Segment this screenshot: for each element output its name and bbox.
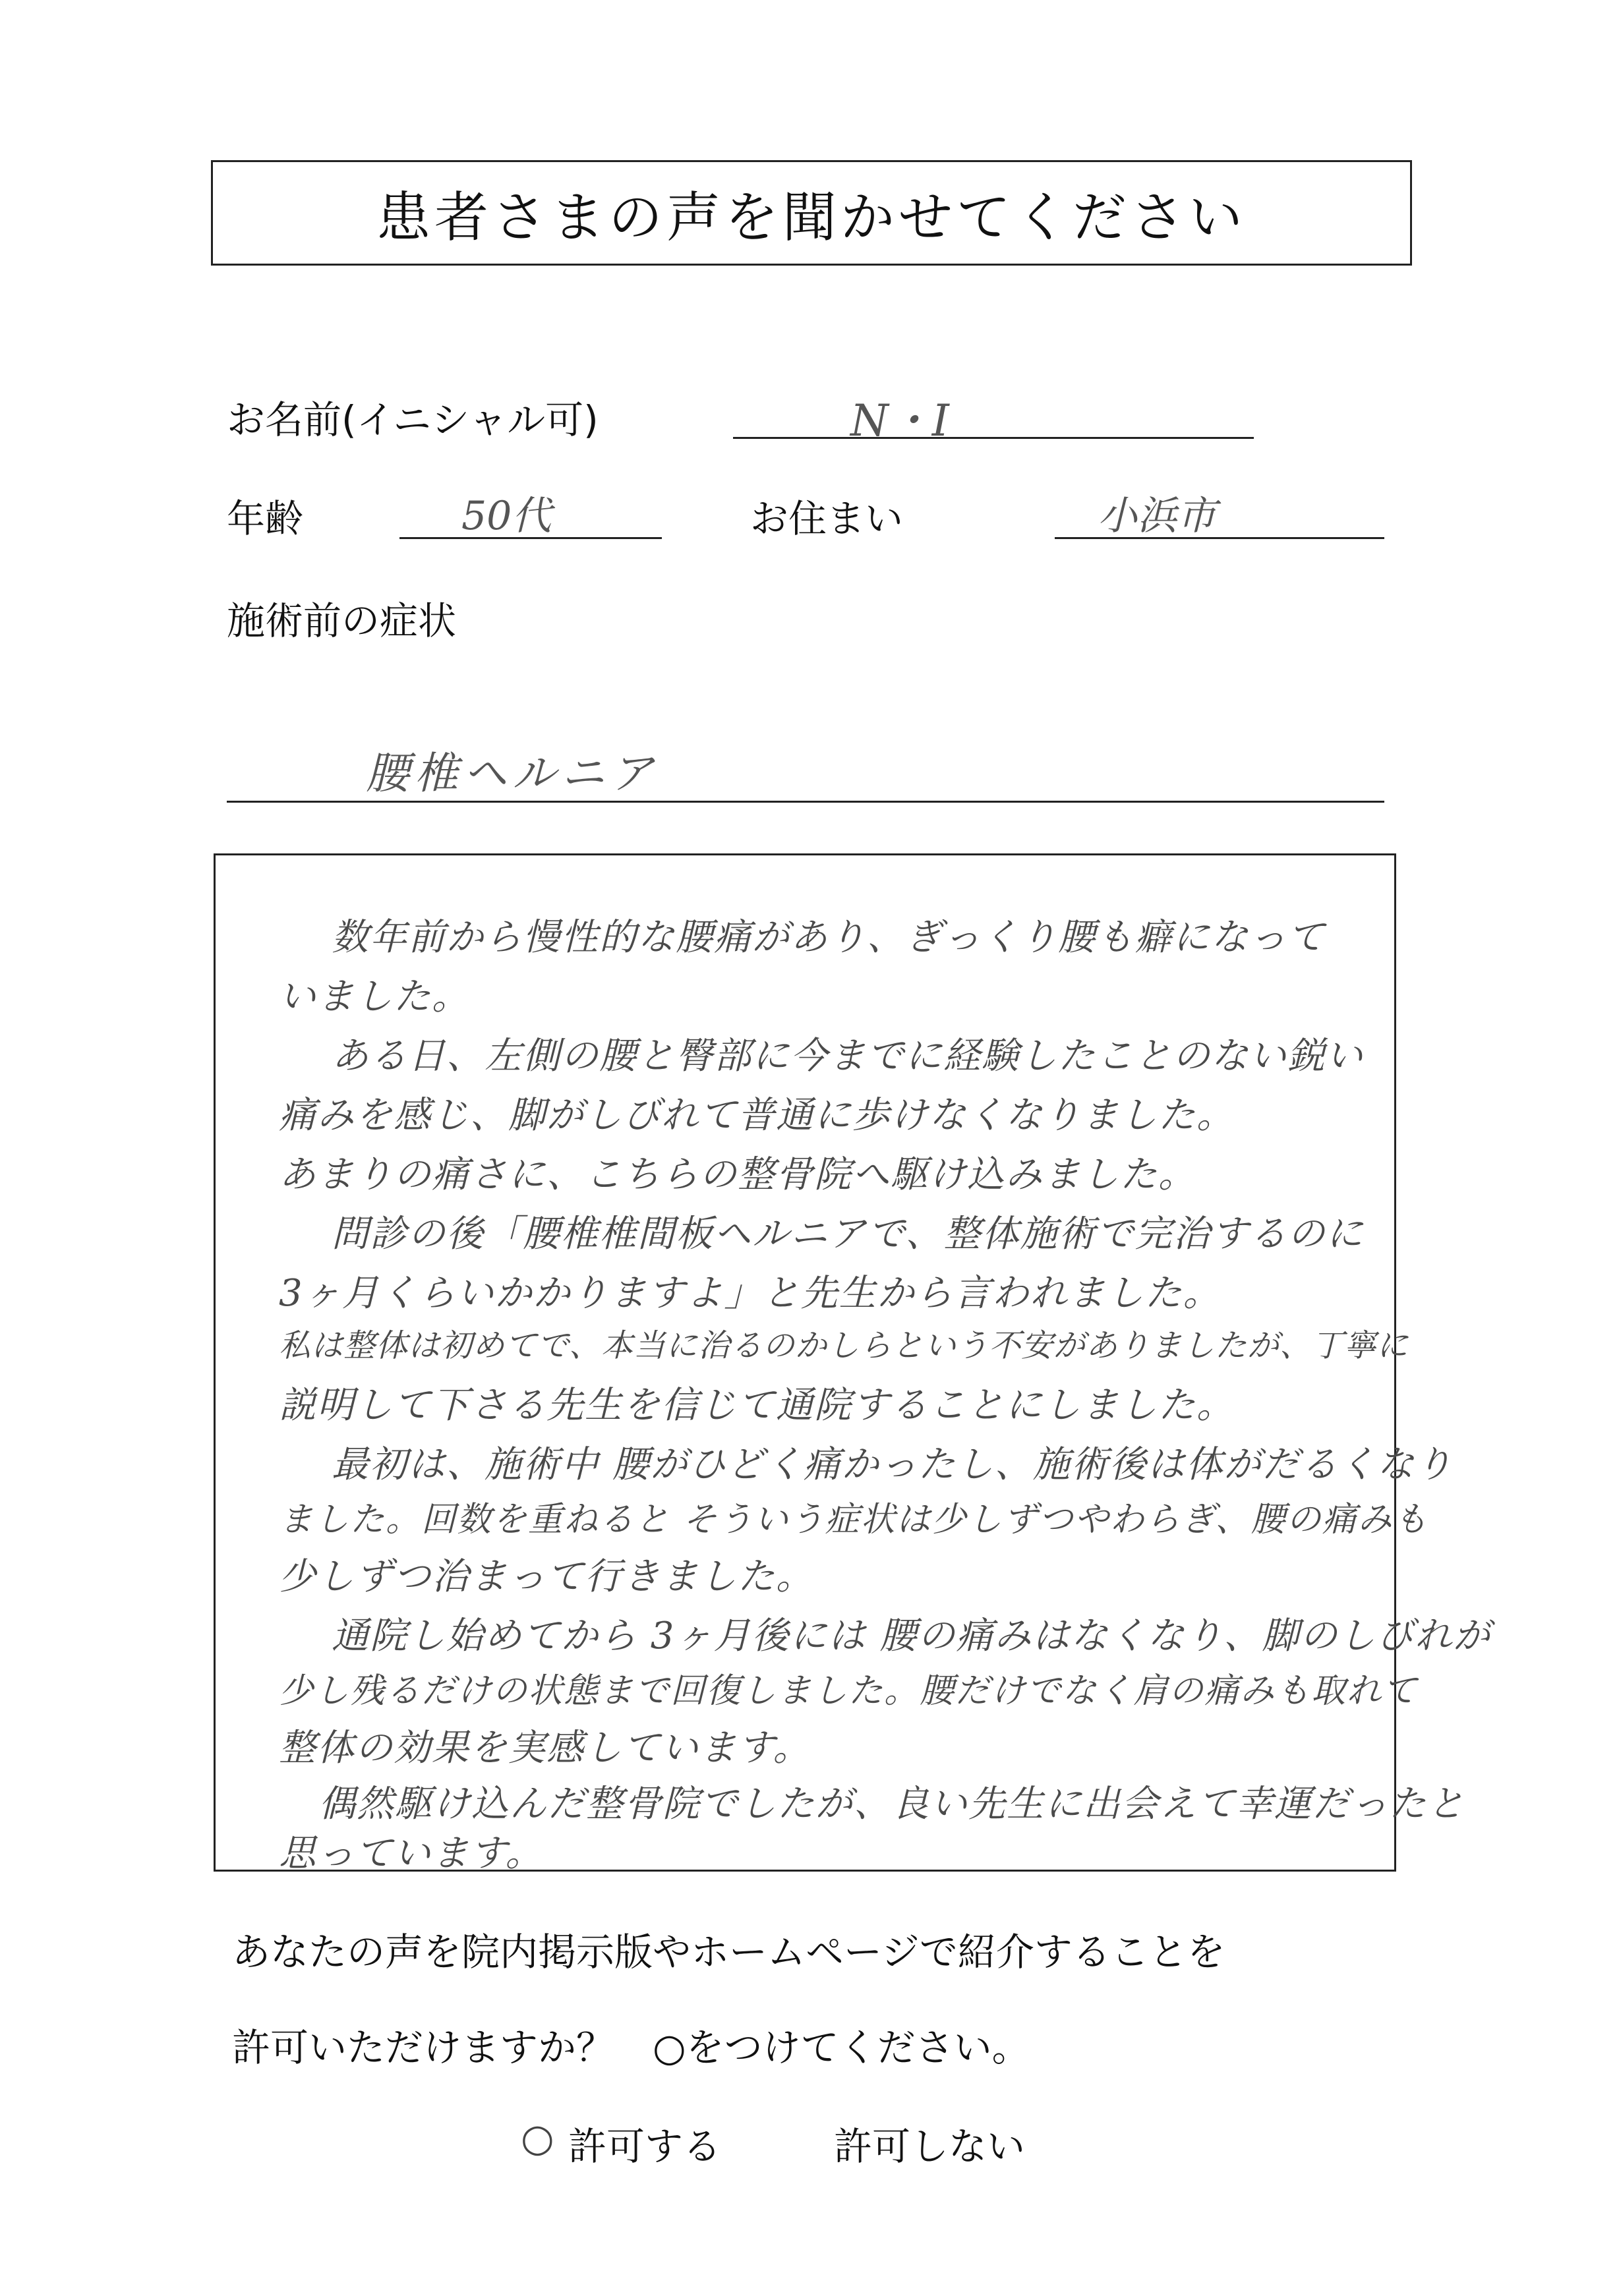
- symptoms-label: 施術前の症状: [227, 598, 457, 643]
- deny-option[interactable]: 許可しない: [834, 2124, 1026, 2169]
- residence-underline: [1055, 537, 1384, 539]
- comment-line: 説明して下さる先生を信じて通院することにしました。: [279, 1384, 1235, 1427]
- page-title: 患者さまの声を聞かせてください: [376, 186, 1247, 249]
- residence-label: お住まい: [750, 496, 904, 541]
- comment-line: 偶然駆け込んだ整骨院でしたが、良い先生に出会えて幸運だったと: [318, 1783, 1465, 1825]
- symptoms-value: 腰椎ヘルニア: [366, 748, 659, 799]
- allow-option[interactable]: 許可する: [568, 2124, 722, 2169]
- age-label: 年齢: [227, 496, 304, 541]
- comment-line: ました。回数を重ねると そういう症状は少しずつやわらぎ、腰の痛みも: [279, 1500, 1429, 1539]
- name-label: お名前(イニシャル可): [227, 397, 599, 442]
- comment-line: 問診の後「腰椎椎間板ヘルニアで、整体施術で完治するのに: [332, 1213, 1365, 1255]
- age-value: 50代: [461, 493, 552, 539]
- comment-line: 私は整体は初めてで、本当に治るのかしらという不安がありましたが、丁寧に: [279, 1327, 1409, 1364]
- permission-question-line1: あなたの声を院内掲示版やホームページで紹介することを: [232, 1930, 1225, 1974]
- comment-line: 少しずつ治まって行きました。: [279, 1555, 814, 1598]
- comment-line: いました。: [279, 975, 470, 1018]
- comment-line: 数年前から慢性的な腰痛があり、ぎっくり腰も癖になって: [332, 916, 1326, 959]
- age-underline: [399, 537, 662, 539]
- comment-box: [214, 853, 1492, 1875]
- comment-line: 3ヶ月くらいかかりますよ」と先生から言われました。: [279, 1272, 1222, 1315]
- circle-mark: ○: [521, 2115, 554, 2160]
- comment-line: あまりの痛さに、こちらの整骨院へ駆け込みました。: [279, 1153, 1196, 1196]
- comment-line: 通院し始めてから 3ヶ月後には 腰の痛みはなくなり、脚のしびれが: [332, 1615, 1492, 1657]
- comment-line: 痛みを感じ、脚がしびれて普通に歩けなくなりました。: [279, 1094, 1235, 1137]
- symptoms-underline: [227, 801, 1384, 803]
- comment-line: 思っています。: [279, 1832, 544, 1875]
- comment-line: 整体の効果を実感しています。: [279, 1727, 811, 1769]
- title-box: [211, 160, 1412, 266]
- permission-question-line2: 許可いただけますか？ ○をつけてください。: [232, 2025, 1030, 2070]
- comment-line: 最初は、施術中 腰がひどく痛かったし、施術後は体がだるくなり: [332, 1443, 1454, 1486]
- comment-line: ある日、左側の腰と臀部に今までに経験したことのない鋭い: [332, 1035, 1364, 1077]
- comment-line: 少し残るだけの状態まで回復しました。腰だけでなく肩の痛みも取れて: [279, 1671, 1419, 1711]
- residence-value: 小浜市: [1098, 493, 1216, 539]
- name-underline: [733, 437, 1254, 439]
- name-value: N・I: [850, 395, 949, 446]
